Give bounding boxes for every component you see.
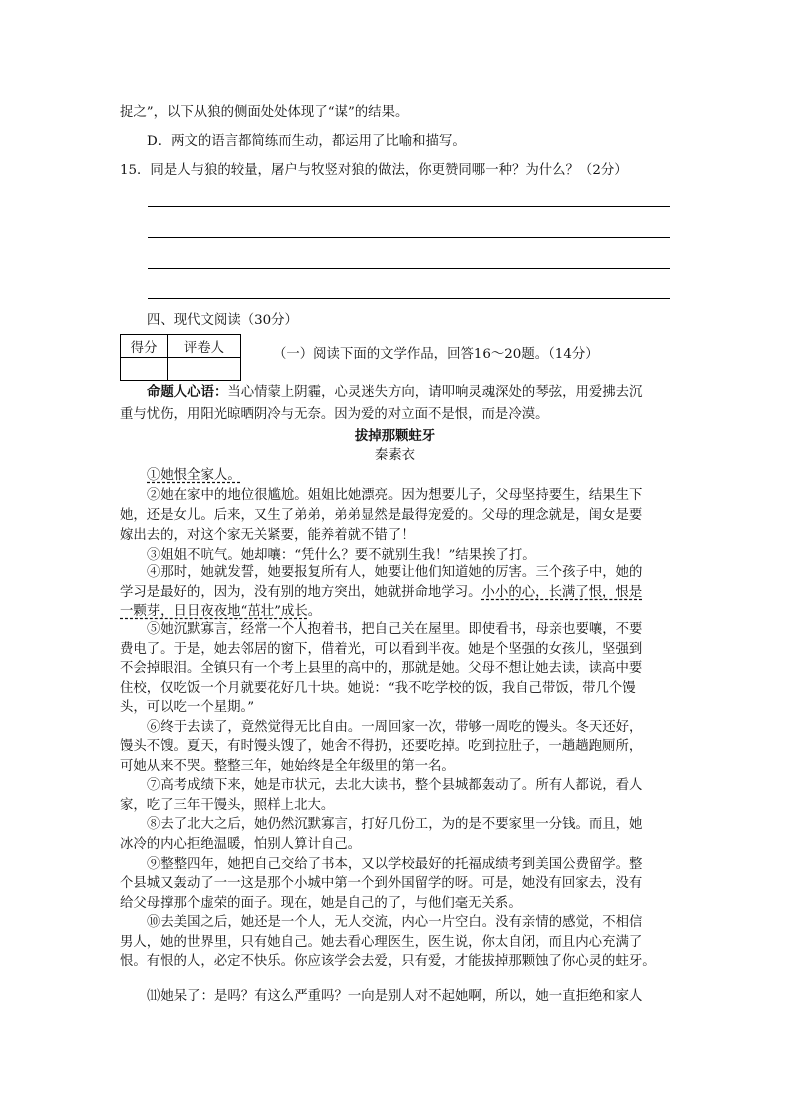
paragraph-2-line-1: ②她在家中的地位很尴尬。姐姐比她漂亮。因为想要儿子，父母坚持要生，结果生下: [147, 488, 643, 503]
score-cell: [121, 358, 168, 381]
q14-option-d: D．两文的语言都简练而生动，都运用了比喻和描写。: [147, 134, 466, 149]
paragraph-4-underlined-phrase: 小小的心，长满了恨，恨是: [481, 585, 643, 600]
paragraph-6-line-2: 馒头不馊。夏天，有时馒头馊了，她舍不得扔，还要吃掉。吃到拉肚子，一趟趟跑厕所，: [120, 739, 643, 754]
paragraph-5-line-3: 不会掉眼泪。全镇只有一个考上县里的高中的，那就是她。父母不想让她去读，读高中要: [120, 661, 643, 676]
paragraph-5-line-4: 住校，仅吃饭一个月就要花好几十块。她说：“我不吃学校的饭，我自己带饭，带几个馒: [120, 681, 636, 696]
paragraph-10-line-2: 男人，她的世界里，只有她自己。她去看心理医生，医生说，你太自闭，而且内心充满了: [120, 935, 643, 950]
note-line-1: [147, 383, 642, 402]
paragraph-9-line-2: 个县城又轰动了一一这是那个小城中第一个到外国留学的呀。可是，她没有回家去，没有: [120, 876, 643, 891]
score-table: [120, 334, 241, 381]
answer-line-2: [148, 237, 670, 238]
paragraph-9-line-3: 给父母撑那个虚荣的面子。现在，她是自己的了，与他们毫无关系。: [120, 896, 522, 911]
score-header: 得分: [121, 335, 168, 358]
paragraph-6-line-3: 可她从来不哭。整整三年，她始终是全年级里的第一名。: [120, 759, 455, 774]
article-author: 秦素衣: [374, 448, 416, 463]
paragraph-4-line-3: [120, 603, 321, 621]
paragraph-11-line-1: ⑾她呆了：是吗？有这么严重吗？一向是别人对不起她啊，所以，她一直拒绝和家人: [147, 989, 643, 1004]
paragraph-8-line-1: ⑧去了北大之后，她仍然沉默寡言，打好几份工，为的是不要家里一分钱。而且，她: [147, 817, 643, 832]
paragraph-4-line-2: [120, 584, 642, 602]
answer-line-1: [148, 206, 670, 207]
paragraph-5-line-5: 头，可以吃一个星期。”: [120, 700, 255, 715]
paragraph-8-line-2: 冰冷的内心拒绝温暖，怕别人算计自己。: [120, 837, 362, 852]
grader-cell: [168, 358, 241, 381]
paragraph-7-line-2: 家，吃了三年干馒头，照样上北大。: [120, 798, 335, 813]
paragraph-4-end-mark: 。: [307, 604, 322, 619]
paragraph-2-line-2: 她，还是女儿。后来，又生了弟弟，弟弟显然是最得宠爱的。父母的理念就是，闺女是要: [120, 508, 643, 523]
note-text-1: 当心情蒙上阴霾，心灵迷失方向，请叩响灵魂深处的琴弦，用爱拂去沉: [227, 385, 643, 400]
paragraph-4-line-2-text: 学习是最好的，因为，没有别的地方突出，她就拼命地学习。: [120, 585, 482, 600]
paragraph-5-line-1: ⑤她沉默寡言，经常一个人抱着书，把自己关在屋里。即使看书，母亲也要嚷，不要: [147, 622, 643, 637]
answer-line-4: [148, 298, 670, 299]
paragraph-2-line-3: 嫁出去的，对这个家无关紧要，能养着就不错了！: [120, 528, 415, 543]
paragraph-9-line-1: ⑨整整四年，她把自己交给了书本，又以学校最好的托福成绩考到美国公费留学。整: [147, 857, 643, 872]
article-title: 拔掉那颗蛀牙: [354, 428, 436, 444]
paragraph-7-line-1: ⑦高考成绩下来，她是市状元，去北大读书，整个县城都轰动了。所有人都说，看人: [147, 778, 643, 793]
grader-header: 评卷人: [168, 335, 241, 358]
paragraph-10-line-3: 恨。有恨的人，必定不快乐。你应该学会去爱，只有爱，才能拔掉那颗蚀了你心灵的蛀牙。: [120, 954, 656, 969]
paragraph-4-underlined-tail: 一颗芽，日日夜夜地“茁壮”成长: [120, 604, 308, 619]
answer-line-3: [148, 268, 670, 269]
part-1-instruction: （一）阅读下面的文学作品，回答16～20题。（14分）: [273, 347, 599, 362]
question-15: 15．同是人与狼的较量，屠户与牧竖对狼的做法，你更赞同哪一种？为什么？（2分）: [120, 163, 628, 178]
q14-tail-text: 捉之”，以下从狼的侧面处处体现了“谋”的结果。: [120, 105, 409, 120]
paragraph-6-line-1: ⑥终于去读了，竟然觉得无比自由。一周回家一次，带够一周吃的馒头。冬天还好，: [147, 720, 643, 735]
section-4-title: 四、现代文阅读（30分）: [147, 313, 298, 328]
paragraph-5-line-2: 费电了。于是，她去邻居的窗下，借着光，可以看到半夜。她是个坚强的女孩儿，坚强到: [120, 642, 643, 657]
paragraph-4-line-1: ④那时，她就发誓，她要报复所有人，她要让他们知道她的厉害。三个孩子中，她的: [147, 565, 643, 580]
note-text-2: 重与忧伤，用阳光晾晒阴冷与无奈。因为爱的对立面不是恨，而是冷漠。: [120, 407, 549, 422]
note-label: 命题人心语：: [147, 384, 228, 400]
paragraph-3: ③姐姐不吭气。她却嚷：“凭什么？要不就别生我！”结果挨了打。: [147, 548, 536, 563]
paragraph-10-line-1: ⑩去美国之后，她还是一个人，无人交流，内心一片空白。没有亲情的感觉，不相信: [147, 915, 643, 930]
paragraph-1: ①她恨全家人。: [147, 468, 241, 483]
